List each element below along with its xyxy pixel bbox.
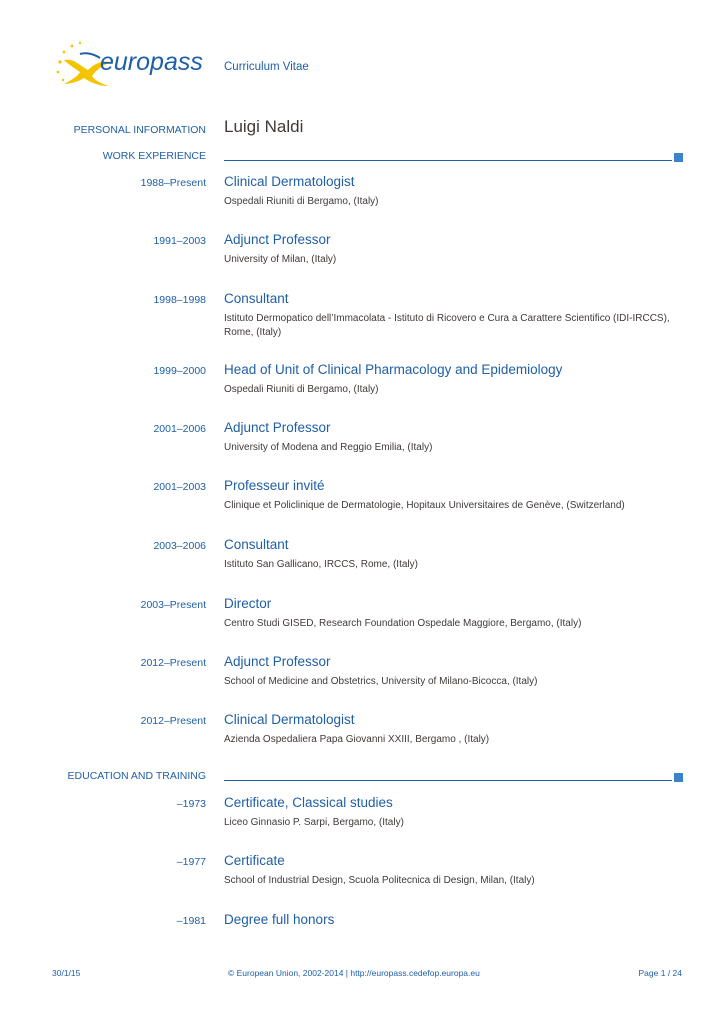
- entry-title: Clinical Dermatologist: [224, 174, 355, 189]
- entry-title: Consultant: [224, 537, 289, 552]
- europass-star-figure-icon: [50, 40, 210, 90]
- entry-date: 1998–1998: [153, 294, 206, 306]
- entry-date: –1981: [176, 915, 206, 927]
- entry-title: Adjunct Professor: [224, 232, 331, 247]
- entry-title: Consultant: [224, 291, 289, 306]
- entry-organization: University of Milan, (Italy): [224, 254, 337, 265]
- entry-title: Degree full honors: [224, 912, 335, 927]
- entry-organization: Clinique et Policlinique de Dermatologie, Hopitaux Universitaires de Genève, (Switzerland): [224, 500, 625, 511]
- entry-organization: Ospedali Riuniti di Bergamo, (Italy): [224, 384, 379, 395]
- document-title: Curriculum Vitae: [224, 61, 309, 73]
- entry-organization: Istituto Dermopatico dell’Immacolata - Istituto di Ricovero e Cura a Carattere Scientifico (IDI-IRCCS), Rome, (Italy): [224, 313, 670, 338]
- section-divider: [224, 160, 672, 161]
- personal-information-label: PERSONAL INFORMATION: [73, 124, 206, 136]
- education-training-label: EDUCATION AND TRAINING: [67, 770, 206, 782]
- section-divider-marker: [674, 773, 683, 782]
- entry-organization: School of Industrial Design, Scuola Politecnica di Design, Milan, (Italy): [224, 875, 535, 886]
- entry-date: 2012–Present: [140, 657, 206, 669]
- entry-organization: Istituto San Gallicano, IRCCS, Rome, (Italy): [224, 559, 418, 570]
- entry-date: 2001–2006: [153, 423, 206, 435]
- footer-page-number: Page 1 / 24: [638, 968, 682, 978]
- entry-organization: Centro Studi GISED, Research Foundation Ospedale Maggiore, Bergamo, (Italy): [224, 618, 582, 629]
- entry-date: 2012–Present: [140, 715, 206, 727]
- entry-date: –1973: [176, 798, 206, 810]
- entry-title: Adjunct Professor: [224, 420, 331, 435]
- section-divider-marker: [674, 153, 683, 162]
- entry-date: 2003–Present: [140, 599, 206, 611]
- entry-date: 1991–2003: [153, 235, 206, 247]
- section-divider: [224, 780, 672, 781]
- entry-title: Professeur invité: [224, 478, 325, 493]
- entry-organization: Liceo Ginnasio P. Sarpi, Bergamo, (Italy): [224, 817, 404, 828]
- entry-title: Head of Unit of Clinical Pharmacology and Epidemiology: [224, 362, 563, 377]
- entry-date: –1977: [176, 856, 206, 868]
- footer-copyright: © European Union, 2002-2014 | http://europass.cedefop.europa.eu: [228, 968, 480, 978]
- entry-date: 2003–2006: [153, 540, 206, 552]
- entry-organization: University of Modena and Reggio Emilia, (Italy): [224, 442, 433, 453]
- entry-organization: School of Medicine and Obstetrics, University of Milano-Bicocca, (Italy): [224, 676, 538, 687]
- person-name: Luigi Naldi: [224, 117, 304, 136]
- entry-date: 1999–2000: [153, 365, 206, 377]
- entry-title: Certificate, Classical studies: [224, 795, 393, 810]
- europass-logo: [50, 40, 210, 90]
- entry-date: 2001–2003: [153, 481, 206, 493]
- work-experience-label: WORK EXPERIENCE: [102, 150, 206, 162]
- entry-date: 1988–Present: [140, 177, 206, 189]
- entry-title: Director: [224, 596, 272, 611]
- footer-date: 30/1/15: [52, 968, 81, 978]
- entry-organization: Azienda Ospedaliera Papa Giovanni XXIII, Bergamo , (Italy): [224, 734, 490, 745]
- entry-organization: Ospedali Riuniti di Bergamo, (Italy): [224, 196, 379, 207]
- entry-title: Adjunct Professor: [224, 654, 331, 669]
- logo-wordmark: europass: [100, 48, 203, 76]
- entry-title: Certificate: [224, 853, 285, 868]
- entry-title: Clinical Dermatologist: [224, 712, 355, 727]
